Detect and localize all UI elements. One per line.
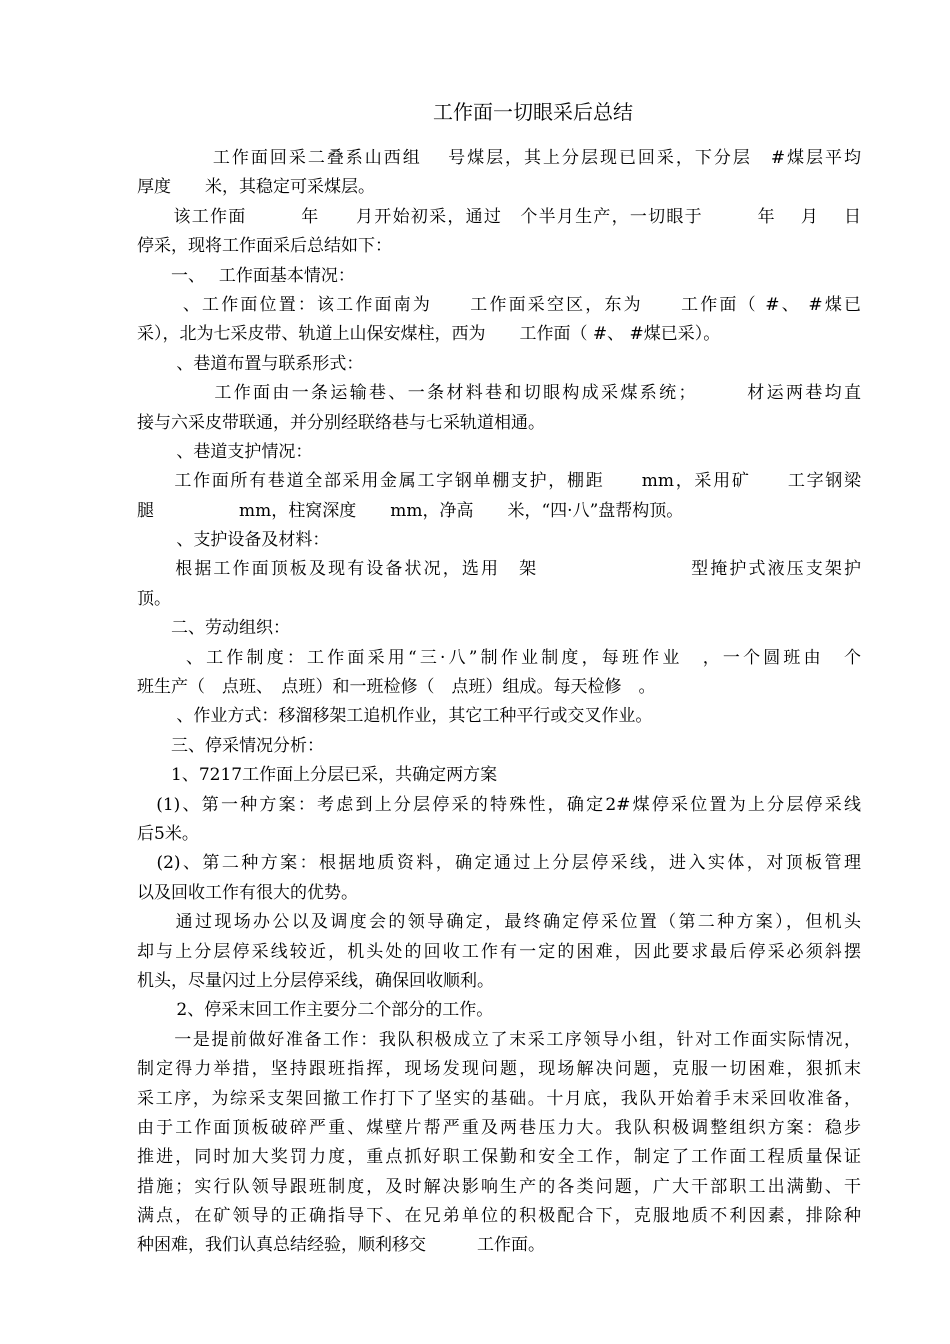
document-title: 工作面一切眼采后总结 <box>433 100 633 124</box>
paragraph-line: 、作业方式：移溜移架工追机作业，其它工种平行或交叉作业。 <box>137 706 653 727</box>
paragraph-line: 制定得力举措，坚持跟班指挥，现场发现问题，现场解决问题，克服一切困难，狠抓末 <box>137 1059 861 1080</box>
paragraph-line: 一是提前做好准备工作：我队积极成立了末采工序领导小组，针对工作面实际情况， <box>137 1029 861 1050</box>
paragraph-line: 根据工作面顶板及现有设备状况，选用 架 型掩护式液压支架护 <box>137 559 861 580</box>
paragraph-line: 厚度 米，其稳定可采煤层。 <box>137 177 375 198</box>
paragraph-line: 班生产（ 点班、 点班）和一班检修（ 点班）组成。每天检修 。 <box>137 677 656 698</box>
paragraph-line: 采），北为七采皮带、轨道上山保安煤柱，西为 工作面（ #、 #煤已采）。 <box>137 324 721 345</box>
paragraph-line: 却与上分层停采线较近，机头处的回收工作有一定的困难，因此要求最后停采必须斜摆 <box>137 941 861 962</box>
paragraph-line: 由于工作面顶板破碎严重、煤壁片帮严重及两巷压力大。我队积极调整组织方案：稳步 <box>137 1117 861 1138</box>
subsection-heading: 、巷道支护情况： <box>137 441 313 462</box>
paragraph-line: 停采，现将工作面采后总结如下： <box>137 236 392 257</box>
paragraph-line: 机头，尽量闪过上分层停采线，确保回收顺利。 <box>137 970 494 991</box>
paragraph-line: 、工作面位置：该工作面南为 工作面采空区，东为 工作面（ #、 #煤已 <box>137 294 861 315</box>
document-body <box>137 144 861 1261</box>
paragraph-line: 腿 mm，柱窝深度 mm，净高 米，“四·八”盘帮构顶。 <box>137 500 684 521</box>
section-heading: 三、停采情况分析： <box>137 735 324 756</box>
paragraph-line: (2)、第二种方案：根据地质资料，确定通过上分层停采线，进入实体，对顶板管理 <box>137 853 861 874</box>
paragraph-line: 以及回收工作有很大的优势。 <box>137 882 358 903</box>
paragraph-line: 工作面所有巷道全部采用金属工字钢单棚支护，棚距 mm，采用矿 工字钢梁 <box>137 471 861 492</box>
paragraph-line: 、工作制度：工作面采用“三·八”制作业制度，每班作业 ，一个圆班由 个 <box>137 647 861 668</box>
paragraph-line: 措施；实行队领导跟班制度，及时解决影响生产的各类问题，广大干部职工出满勤、干 <box>137 1176 861 1197</box>
paragraph-line: 满点，在矿领导的正确指导下、在兄弟单位的积极配合下，克服地质不利因素，排除种 <box>137 1206 861 1227</box>
paragraph-line: 该工作面 年 月开始初采，通过 个半月生产，一切眼于 年 月 日 <box>137 206 861 227</box>
paragraph-line: (1)、第一种方案：考虑到上分层停采的特殊性，确定2#煤停采位置为上分层停采线 <box>137 794 861 815</box>
paragraph-line: 推进，同时加大奖罚力度，重点抓好职工保勤和安全工作，制定了工作面工程质量保证 <box>137 1147 861 1168</box>
paragraph-line: 接与六采皮带联通，并分别经联络巷与七采轨道相通。 <box>137 412 545 433</box>
subsection-heading: 、支护设备及材料： <box>137 530 330 551</box>
paragraph-line: 采工序，为综采支架回撤工作打下了坚实的基础。十月底，我队开始着手末采回收准备， <box>137 1088 861 1109</box>
paragraph-line: 顶。 <box>137 588 171 609</box>
paragraph-line: 通过现场办公以及调度会的领导确定，最终确定停采位置（第二种方案），但机头 <box>137 912 861 933</box>
paragraph-line: 工作面回采二叠系山西组 号煤层，其上分层现已回采，下分层 #煤层平均 <box>137 148 861 168</box>
paragraph-line: 后5米。 <box>137 823 199 844</box>
paragraph-line: 种困难，我们认真总结经验，顺利移交 工作面。 <box>137 1235 545 1256</box>
paragraph-line: 工作面由一条运输巷、一条材料巷和切眼构成采煤系统； 材运两巷均直 <box>137 383 861 404</box>
subsection-heading: 1、7217工作面上分层已采，共确定两方案 <box>137 765 498 786</box>
section-heading: 二、劳动组织： <box>137 618 290 639</box>
subsection-heading: 、巷道布置与联系形式： <box>137 353 364 374</box>
section-heading: 一、 工作面基本情况： <box>137 265 355 286</box>
subsection-heading: 2、停采末回工作主要分二个部分的工作。 <box>137 1000 494 1021</box>
